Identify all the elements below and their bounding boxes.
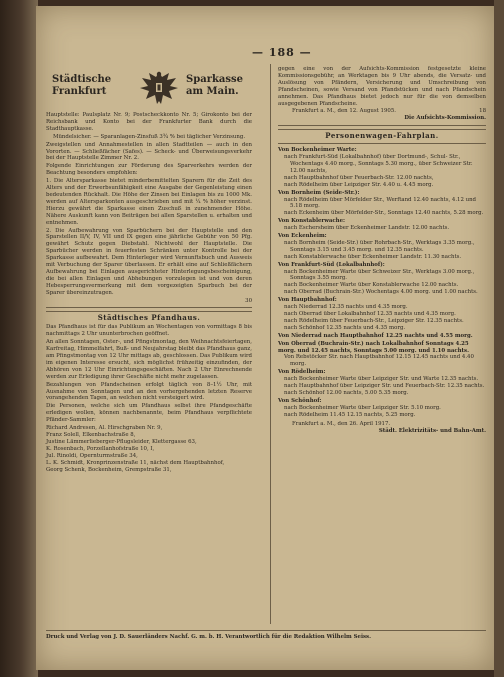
timetable-block — [278, 398, 486, 419]
timetable-block — [278, 297, 486, 332]
page-number: — 188 — — [252, 46, 312, 59]
timetable-route: nach Bockenheimer Warte über Schweizer Str., Werktags 3.00 morg., Sonntags 3.55 morg. — [284, 268, 475, 282]
timetable-route: nach Schönhof 12.35 nachts und 4.35 morg. — [284, 324, 406, 331]
timetable-route: nach Hauptbahnhof über Leipziger Str. und Feuerbach-Str. 12.35 nachts. — [284, 383, 485, 390]
page-edge — [494, 0, 504, 677]
timetable-block — [278, 233, 486, 261]
agent-item: Justine Lämmerlieberger-Pflugsleider, Klettergasse 63, — [46, 438, 197, 445]
timetable-date: Frankfurt a. M., den 26. April 1917. — [292, 420, 391, 427]
timetable-block — [278, 218, 486, 232]
savings-intro: Folgende Einrichtungen zur Förderung des Sparverkehrs werden der Beachtung besonders empfohlen: — [46, 163, 252, 177]
right-column — [278, 66, 486, 434]
agent-item: K. Rosenbach, Porzellanhofstraße 10, I, — [46, 445, 155, 452]
timetable-origin: Von Rödelheim: — [278, 369, 326, 376]
title-right: Sparkasse am Main. — [186, 74, 243, 97]
pfandhaus-hours: Das Pfandhaus ist für das Publikum an Wochentagen von vormittags 8 bis nachmittags 2 Uhr ununterbrochen geöffnet. — [46, 324, 252, 338]
timetable-route: nach Frankfurt-Süd (Lokalbahnhof) über Dortmund-, Schul- Str., Wochentags 4.40 morg., Sonntags 5.30 morg., über Schweizer Str. 12.00 nachts, — [284, 154, 473, 174]
agent-item: Georg Schenk, Bockenheim, Grempstraße 31, — [46, 466, 172, 473]
timetable-block — [278, 190, 486, 218]
imprint-footer: Druck und Verlag von J. D. Sauerländers Nachf. G. m. b. H. Verantwortlich für die Redaktion Wilhelm Seiss. — [46, 634, 371, 640]
timetable-route: nach Bockenheimer Warte über Leipziger Str. 5.10 morg. — [284, 404, 441, 411]
agent-list — [46, 425, 252, 473]
footer-rule — [46, 630, 486, 631]
date-line — [278, 108, 486, 115]
timetable-route: nach Eckenheim über Mörfelder-Str., Sonntags 12.40 nachts, 5.28 morg. — [284, 210, 484, 217]
agent-item: Franz Solell, Elkenbachstraße 8, — [46, 431, 136, 438]
timetable-block — [278, 262, 486, 297]
timetable-route: nach Bockenheimer Warte über Leipziger Str. und Warte 12.35 nachts. — [284, 376, 479, 383]
timetable-route: nach Konstablerwache über Eckenheimer Landstr. 11.30 nachts. — [284, 253, 462, 260]
section-rule — [278, 125, 486, 130]
timetable-origin: Von Oberrad (Buchrain-Str.) nach Lokalbahnhof Sonntags 4.25 morg. und 12.45 nachts, Sonntags 5.00 morg. und 1.10 nachts. — [278, 340, 469, 354]
pfandhaus-heading: Städtisches Pfandhaus. — [97, 313, 201, 323]
timetable-signature: Städt. Elektrizitäts- und Bahn-Amt. — [378, 427, 486, 434]
section-rule — [46, 307, 252, 312]
timetable-origin: Von Hauptbahnhof: — [278, 297, 337, 304]
timetable-block — [278, 333, 486, 340]
timetable-block — [278, 369, 486, 397]
passbook-storage: 2. Die Aufbewahrung von Sparbüchern bei der Hauptstelle und den Sparstellen II/V, IV, VII und IX gegen eine jährliche Gebühr von 50 Pfg. gewährt Schutz gegen Diebstahl. Nichtwohl der Hauptstelle. Die Sparbücher werden in feuerfesten Schränken unter Kontrolle bei der Sparkasse aufbewahrt. Dem Hinterleger wird Vernunftsbuch und Ausweis mit Verbuchung der Sparer überlassen. Er erhält eine auf Schließfächern Aufbewahrung bei Einlagen ausgerichteter Hinterlegungsbescheinigung, die bei allen Einlagen und Abhebungen vorzulegen ist und von deren Hebesperrungsvermerkung mit dem vorgezeigten Sparbuch bei der Sparer übereinzutragen. — [46, 227, 252, 296]
agent-item: L. K. Schmidt, Kronprinzenstraße 11, nächst dem Hauptbahnhof, — [46, 459, 225, 466]
pension-savings: 1. Die Altersparkasse bietet minderbemittelten Sparern für die Zeit des Alters und der Erwerbsunfähigkeit eine Ausgabe der Gegenleistung einen bedeutenden Rückhalt. Die Höhe der Zinsen bei Einlagen bis zu 1000 Mk. werden auf Altersparkonten ausgeschrieben und mit ¼ % höher verzinst. Hierzu gewährt die Sparkasse einen Zuschuß in zunehmender Höhe. Nähere Auskunft kann von Beiträgen bei allen Sparstellen u. erhalten und entnehmen. — [46, 178, 252, 226]
agent-item: Richard Andresen, Al. Hirschgraben Nr. 9, — [46, 425, 163, 432]
timetable-route: nach Bockenheimer Warte über Konstablerwache 12.00 nachts. — [284, 282, 459, 289]
branches-info: Zweigstellen und Annahmestellen in allen Stadtteilen — auch in den Vororten. — Schließfächer (Safes). — Scheck- und Überweisungsverkehr bei der Hauptstelle Zimmer Nr. 2. — [46, 141, 252, 162]
sparkasse-address: Hauptstelle: Paulsplatz Nr. 9; Postscheckkonto Nr. 5; Girokonto bei der Reichsbank und Konto bei der Frankfurter Bank durch die Stadthauptkasse. — [46, 112, 252, 132]
timetable-route: nach Rödelheim über Leipziger Str. 4.40 u. 4.45 morg. — [284, 181, 434, 188]
timetable-route: nach Niederrad 12.35 nachts und 4.35 morg. — [284, 304, 408, 311]
interest-rate: Mündelsicher. — Sparanlagen-Zinsfuß 3¾ % bei täglicher Verzinsung. — [52, 133, 246, 140]
sparkasse-title — [46, 68, 252, 110]
timetable-block — [278, 341, 486, 369]
timetable-route: nach Schönhof 12.00 nachts, 5.00 5.35 morg. — [284, 389, 409, 396]
timetable-origin: Von Niederrad nach Hauptbahnhof 12.25 nachts und 4.55 morg. — [278, 332, 473, 339]
book-binding — [0, 0, 38, 677]
paragraph-number: 18 — [479, 108, 486, 115]
pfandhaus-redemption: Bezahlungen von Pfandscheinen erfolgt täglich von 8–1½ Uhr, mit Ausnahme von Sonntagen und an den vorhergehenden letzten Reserve vorangehenden Tagen, an welchen nicht versteigert wird. — [46, 381, 252, 402]
timetable-route: nach Eschersheim über Eckenheimer Landstr. 12.00 nachts. — [284, 225, 450, 232]
timetable-route: nach Hauptbahnhof über Feuerbach-Str. 12.00 nachts, — [284, 174, 434, 181]
timetable-origin: Von Schönhof: — [278, 397, 322, 404]
timetable-origin: Von Bockenheimer Warte: — [278, 147, 357, 154]
column-divider — [270, 64, 271, 624]
timetable-route: nach Bornheim (Seide-Str.) über Rohrbach-Str., Werktags 3.35 morg., Sonntags 3.15 und 3.45 morg. und 12.35 nachts. — [284, 239, 475, 253]
left-column — [46, 68, 252, 473]
timetable-route: nach Rödelheim über Mörfelder Str., Werftand 12.40 nachts, 4.12 und 5.18 morg. — [284, 196, 477, 210]
pfandhaus-agents-intro: Die Personen, welche sich um Pfandhaus selbst ihre Pfandgeschäfte erledigen wollen, können nachbenannte, beim Pfandhaus verpflichtete Pfänder-Sammler: — [46, 403, 252, 424]
paper-sheet — [36, 6, 494, 670]
timetable-route: nach Rödelheim über Feuerbach-Str., Leipziger Str. 12.35 nachts. — [284, 317, 464, 324]
timetable-origin: Von Konstablerwache: — [278, 218, 346, 225]
timetable-heading: Personenwagen-Fahrplan. — [325, 131, 439, 141]
timetable-route: nach Oberrad (Buchrain-Str.) Wochentags 4.00 morg. und 1.00 nachts. — [284, 289, 478, 296]
commission-signature: Die Aufsichts-Kommission. — [404, 115, 486, 122]
timetable-origin: Von Bornheim (Seide-Str.): — [278, 189, 360, 196]
pfandhaus-holidays: An allen Sonntagen, Oster-, und Pfingstmontag, den Weihnachtsfeiertagen, Karfreitag, Himmelfahrt, Buß- und Neujahrstag bleibt das Pfandhaus ganz, am Pfingstmontag von 12 Uhr mittags ab, geschlossen. Das Publikum wird im eigenen Interesse ersucht, sich möglichst frühzeitig einzufinden, der Abhören von 12 Uhr Einrichtungsgeschäften. Nach 2 Uhr Einrechnende werden zur Erledigung ihrer Geschäfte nicht mehr zugelassen. — [46, 339, 252, 380]
timetable-route: nach Rödelheim 11.45 12.15 nachts, 5.25 morg. — [284, 411, 416, 418]
timetable-route: Von Rebstöcker Str. nach Hauptbahnhof 12.15 12.45 nachts und 4.40 morg. — [284, 354, 474, 368]
agent-item: Jul. Rinoldi, Opernturmstraße 34, — [46, 452, 138, 459]
section-rule — [278, 143, 486, 144]
paragraph-number: 30 — [245, 297, 252, 304]
timetable-origin: Von Eckenheim: — [278, 233, 327, 240]
timetable-origin: Von Frankfurt-Süd (Lokalbahnhof): — [278, 261, 385, 268]
date-text: Frankfurt a. M., den 12. August 1905. — [292, 108, 396, 115]
timetable-block — [278, 147, 486, 188]
timetable-route: nach Oberrad über Lokalbahnhof 12.35 nachts und 4.35 morg. — [284, 311, 456, 317]
title-left: Städtische Frankfurt — [52, 74, 112, 97]
eagle-coat-of-arms-icon — [138, 68, 180, 108]
timetable — [278, 147, 486, 418]
pfandhaus-commission: gegen eine von der Aufsichts-Kommission festgesetzte kleine Kommissionsgebühr, an Werktagen bis 9 Uhr abends, die Versatz- und Auslösung von Pfändern, Versicherung und Umschreibung von Pfandscheinen, sowie Versand von Pfandstücken und nach Pfandschein annehmen. Das Pfandhaus bietet jedoch nur für die von demselben ausgegebenen Pfandscheine. — [278, 66, 486, 107]
